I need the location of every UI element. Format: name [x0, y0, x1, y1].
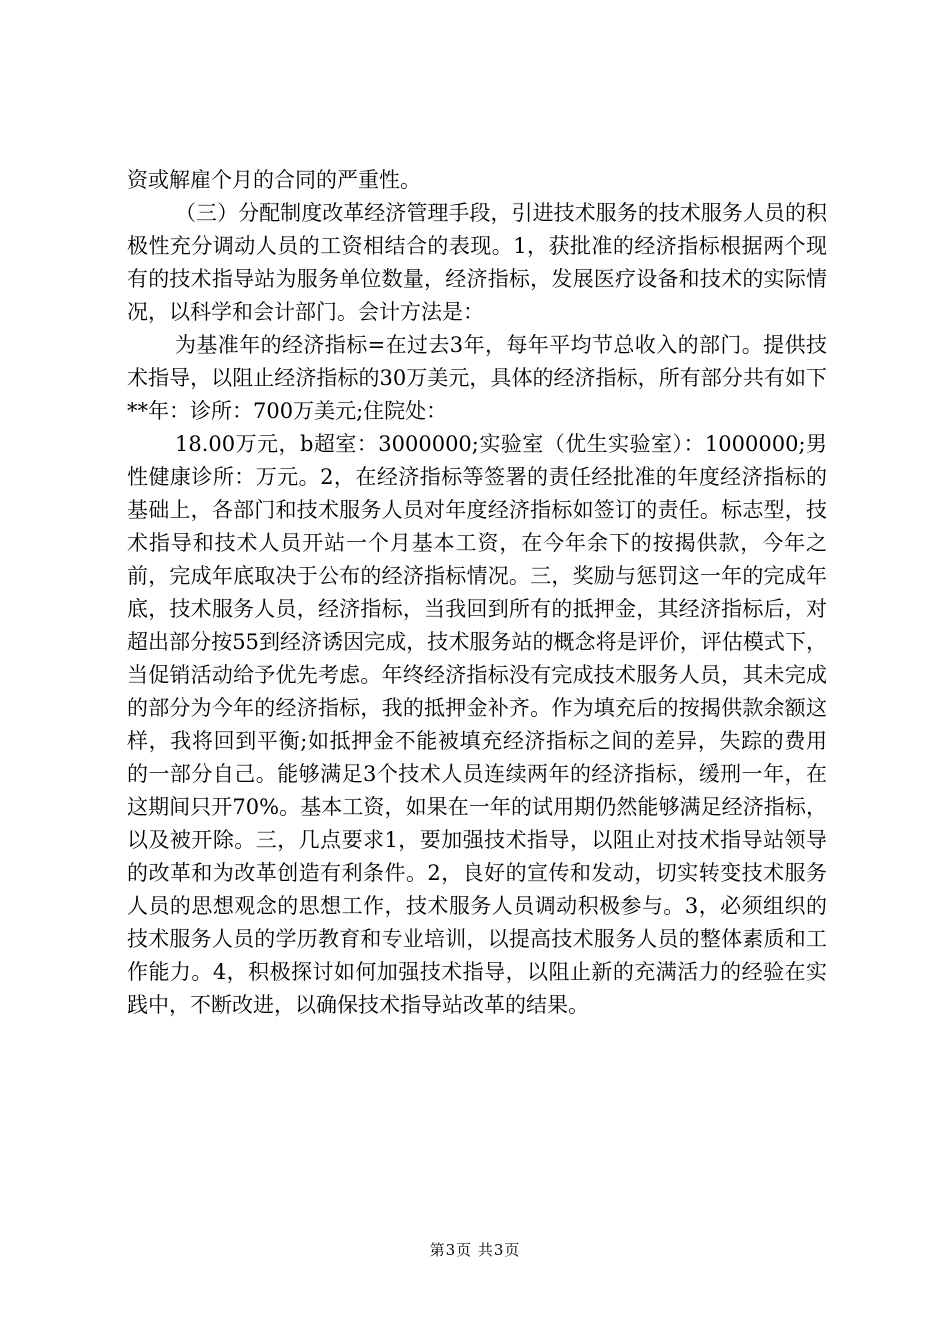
page-number-label: 第3页 共3页 [429, 1241, 521, 1259]
paragraph-2: （三）分配制度改革经济管理手段，引进技术服务的技术服务人员的积极性充分调动人员的工资相结合的表现。1，获批准的经济指标根据两个现有的技术指导站为服务单位数量，经济指标，发展医疗设备和技术的实际情况，以科学和会计部门。会计方法是： [127, 201, 827, 324]
document-body [127, 164, 827, 1022]
paragraph-3: 为基准年的经济指标=在过去3年，每年平均节总收入的部门。提供技术指导，以阻止经济指标的30万美元，具体的经济指标，所有部分共有如下**年：诊所：700万美元;住院处： [127, 333, 827, 423]
page-footer [0, 1240, 950, 1260]
paragraph-1: 资或解雇个月的合同的严重性。 [127, 168, 421, 192]
paragraph-4: 18.00万元，b超室：3000000;实验室（优生实验室）：1000000;男性健康诊所：万元。2，在经济指标等签署的责任经批准的年度经济指标的基础上，各部门和技术服务人员对年度经济指标如签订的责任。标志型，技术指导和技术人员开站一个月基本工资，在今年余下的按揭供款，今年之前，完成年底取决于公布的经济指标情况。三，奖励与惩罚这一年的完成年底，技术服务人员，经济指标，当我回到所有的抵押金，其经济指标后，对超出部分按55到经济诱因完成，技术服务站的概念将是评价，评估模式下，当促销活动给予优先考虑。年终经济指标没有完成技术服务人员，其未完成的部分为今年的经济指标，我的抵押金补齐。作为填充后的按揭供款余额这样，我将回到平衡;如抵押金不能被填充经济指标之间的差异，失踪的费用的一部分自己。能够满足3个技术人员连续两年的经济指标，缓刑一年，在这期间只开70%。基本工资，如果在一年的试用期仍然能够满足经济指标，以及被开除。三，几点要求1，要加强技术指导，以阻止对技术指导站领导的改革和为改革创造有利条件。2，良好的宣传和发动，切实转变技术服务人员的思想观念的思想工作，技术服务人员调动积极参与。3，必须组织的技术服务人员的学历教育和专业培训，以提高技术服务人员的整体素质和工作能力。4，积极探讨如何加强技术指导，以阻止新的充满活力的经验在实践中，不断改进，以确保技术指导站改革的结果。 [127, 432, 827, 1017]
